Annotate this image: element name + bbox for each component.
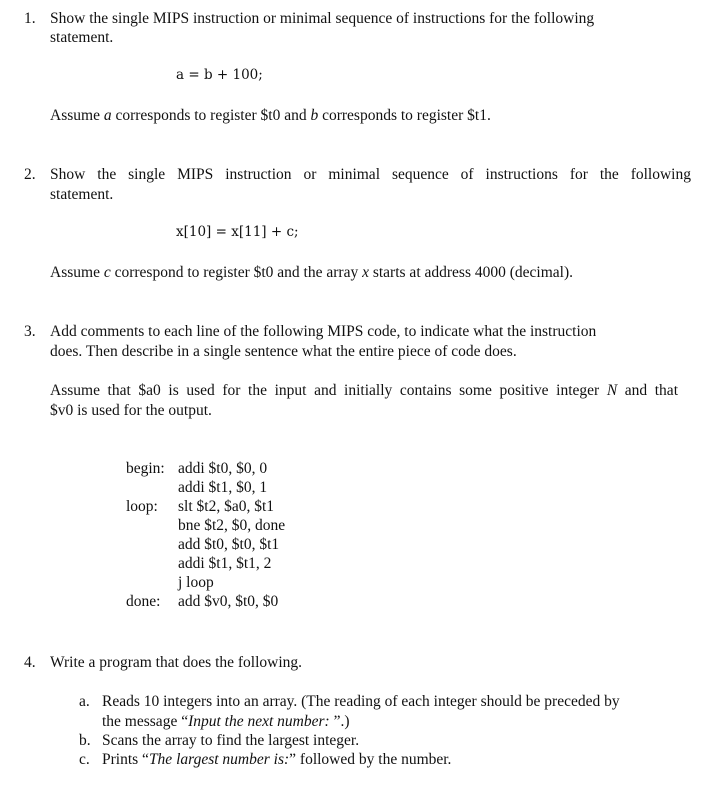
- mips-code-block: [126, 459, 285, 611]
- code-label: [126, 516, 178, 535]
- code-label: [126, 478, 178, 497]
- code-instruction: addi $t1, $t1, 2: [178, 555, 272, 572]
- q3-assumption-line1: Assume that $a0 is used for the input and initially contains some positive integer N and that: [50, 382, 678, 399]
- q1-var-b: b: [310, 107, 319, 124]
- q4-b-text: Scans the array to find the largest integer.: [102, 732, 360, 749]
- code-label: begin:: [126, 460, 165, 477]
- q4-line1: Write a program that does the following.: [50, 654, 303, 671]
- code-line: [126, 497, 285, 516]
- code-instruction: j loop: [178, 574, 214, 591]
- code-instruction: bne $t2, $0, done: [178, 517, 286, 534]
- code-instruction: slt $t2, $a0, $t1: [178, 498, 275, 515]
- code-instruction: add $t0, $t0, $t1: [178, 536, 280, 553]
- code-label: [126, 554, 178, 573]
- code-label: loop:: [126, 498, 158, 515]
- code-line: [126, 478, 285, 497]
- code-line: [126, 535, 285, 554]
- q3-var-n: N: [606, 382, 618, 399]
- q2-number: 2.: [24, 166, 36, 183]
- code-label: [126, 573, 178, 592]
- q4-b-label: b.: [79, 732, 91, 749]
- q1-line1: Show the single MIPS instruction or minimal sequence of instructions for the following: [50, 10, 595, 27]
- q2-var-c: c: [103, 264, 111, 281]
- q3-number: 3.: [24, 323, 36, 340]
- q1-number: 1.: [24, 10, 36, 27]
- q2-line2: statement.: [50, 186, 114, 203]
- code-instruction: addi $t0, $0, 0: [178, 460, 268, 477]
- q2-line1: Show the single MIPS instruction or minimal sequence of instructions for the following: [50, 166, 691, 183]
- code-label: [126, 535, 178, 554]
- q1-statement: a = b + 100;: [176, 67, 263, 83]
- code-line: [126, 573, 285, 592]
- q3-assumption-line2: $v0 is used for the output.: [50, 402, 212, 419]
- q2-var-x: x: [362, 264, 369, 281]
- q4-a-line1: Reads 10 integers into an array. (The reading of each integer should be preceded by: [102, 693, 620, 710]
- code-instruction: add $v0, $t0, $0: [178, 593, 279, 610]
- q4-a-line2: the message “Input the next number: ”.): [102, 713, 350, 730]
- q3-line1: Add comments to each line of the following MIPS code, to indicate what the instruction: [50, 323, 597, 340]
- code-line: [126, 592, 285, 611]
- code-instruction: addi $t1, $0, 1: [178, 479, 268, 496]
- q1-assumption: Assume a corresponds to register $t0 and b corresponds to register $t1.: [50, 107, 491, 124]
- q1-var-a: a: [103, 107, 112, 124]
- code-label: done:: [126, 593, 161, 610]
- q4-c-label: c.: [79, 751, 90, 768]
- q4-c-text: Prints “The largest number is:” followed by the number.: [102, 751, 452, 768]
- q4-number: 4.: [24, 654, 36, 671]
- code-line: [126, 516, 285, 535]
- q4-a-label: a.: [79, 693, 90, 710]
- code-line: [126, 554, 285, 573]
- q1-line2: statement.: [50, 29, 114, 46]
- q2-assumption: Assume c correspond to register $t0 and the array x starts at address 4000 (decimal).: [50, 264, 573, 281]
- code-line: [126, 459, 285, 478]
- q2-statement: x[10] = x[11] + c;: [176, 224, 299, 240]
- q3-line2: does. Then describe in a single sentence what the entire piece of code does.: [50, 343, 517, 360]
